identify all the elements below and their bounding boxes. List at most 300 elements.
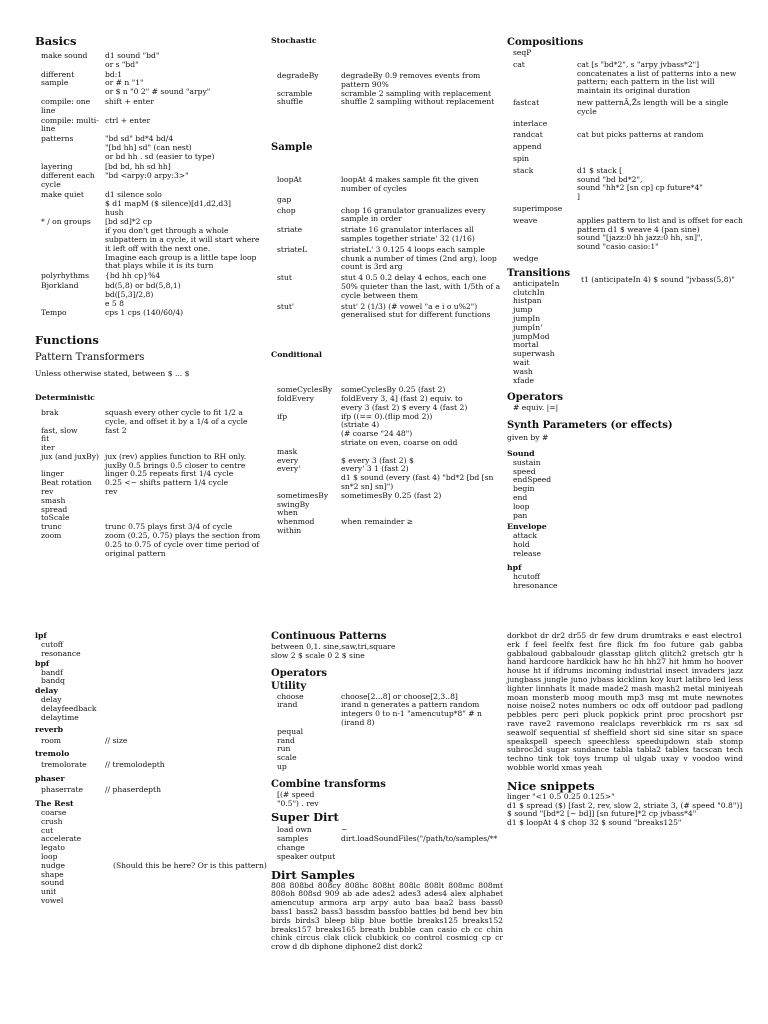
entry-name: spin bbox=[513, 153, 530, 163]
list-item: loop bbox=[513, 501, 530, 511]
entry-description: cat but picks patterns at random bbox=[577, 130, 704, 140]
list-item: bandq bbox=[41, 676, 66, 686]
entry-row bbox=[35, 786, 267, 795]
list-item: speed bbox=[513, 466, 536, 476]
entry-description: striateL' 3 0.125 4 loops each sample chunk a number of times (2nd arg), loop count is 3rd arg bbox=[341, 244, 497, 272]
entry-row bbox=[271, 98, 503, 107]
entry-description: bd:1 or # n "1" or $ n "0 2" # sound "arpy" bbox=[105, 69, 211, 97]
list-item: cutoff bbox=[41, 640, 64, 649]
entry-name: stack bbox=[513, 165, 534, 175]
entry-row bbox=[35, 218, 267, 271]
entry-name: irand bbox=[277, 700, 298, 710]
entry-row bbox=[35, 98, 267, 116]
list-item: superwash bbox=[513, 349, 555, 359]
entry-description: chop 16 granulator granualizes every sample in order bbox=[341, 205, 486, 224]
sound-heading: Sound bbox=[507, 448, 535, 458]
list-item: histpan bbox=[513, 296, 542, 306]
transitions-list bbox=[507, 280, 577, 386]
list-item: sustain bbox=[513, 457, 541, 467]
entry-row bbox=[271, 303, 503, 321]
entry-description: scramble 2 sampling with replacement bbox=[341, 88, 492, 98]
entry-description bbox=[341, 728, 503, 737]
entry-description: choose[2...8] or choose[2,3..8] bbox=[341, 691, 458, 701]
sound-list bbox=[507, 459, 743, 521]
entry-row bbox=[35, 135, 267, 161]
entry-description: {bd hh cp}%4 bbox=[105, 271, 161, 281]
delay-list bbox=[35, 696, 267, 722]
transitions-example: t1 (anticipateIn 4) $ sound "jvbass(5,8)" bbox=[581, 274, 735, 284]
list-item: $ sound "[bd*2 [~ bd]] [sn future]*2 cp jvbass*4" bbox=[507, 809, 697, 819]
lpf-heading: lpf bbox=[35, 631, 47, 640]
entry-description: "bd sd" bd*4 bd/4 "[bd hh] sd" (can nest) or bd hh . sd (easier to type) bbox=[105, 134, 215, 161]
dirt-samples-continued: dorkbot dr dr2 dr55 dr few drum drumtraks e east electro1 erk f feel feelfx fest fire flick fm foo future gab gabba gabbaloud gabbaloudr glasstap glitch glitch2 gretsch gtr h hand hardcore hardkick haw hc hh hh27 hit hmm ho hoover house ht if ifdrums incoming industrial insect invaders jazz jungbass jungle juno jvbass kicklinn koy kurt latibro led less lighter linnhats lt made made2 mash mash2 metal miniyeah moan monsterb moog mouth mp3 msg mt mute newnotes noise noise2 notes numbers oc odx off outdoor pad padlong pebbles perc peri pluck popkick print proc procshort psr rave rave2 ravemono realclaps reverbkick rm rs sax sd seawolf sequential sf sheffield short sid sine sitar sn space speakspell speech speechless speedupdown stab stomp subroc3d sugar sundance tabla tabla2 tablex tacscan tech techno tink tok toys trump ul ulgab uxay v voodoo wind wobble world xmas yeah bbox=[507, 631, 743, 772]
entry-description: d1 $ stack [ sound "bd bd*2", sound "hh*2 [sn cp] cp future*4" ] bbox=[577, 165, 703, 202]
entry-row bbox=[507, 155, 743, 164]
entry-row bbox=[271, 176, 503, 194]
bpf-heading: bpf bbox=[35, 658, 50, 668]
entry-row bbox=[271, 207, 503, 225]
list-item: endSpeed bbox=[513, 475, 552, 485]
entry-name: whenmod bbox=[277, 517, 315, 527]
compositions-heading: Compositions bbox=[507, 37, 584, 48]
entry-name: run bbox=[277, 744, 291, 754]
deterministic-list bbox=[35, 409, 267, 559]
entry-name: different each cycle bbox=[41, 171, 95, 190]
utility-list bbox=[271, 693, 503, 772]
entry-description bbox=[105, 506, 267, 515]
list-item: xfade bbox=[513, 375, 534, 385]
entry-row bbox=[271, 701, 503, 727]
entry-row bbox=[35, 427, 267, 436]
entry-description: foldEvery 3, 4] (fast 2) equiv. to every 3 (fast 2) $ every 4 (fast 2) bbox=[341, 393, 468, 412]
sample-list bbox=[271, 176, 503, 320]
entry-row bbox=[271, 745, 503, 754]
entry-description bbox=[577, 120, 743, 129]
reverb-heading: reverb bbox=[35, 724, 64, 734]
entry-row bbox=[271, 395, 503, 413]
entry-description: // tremolodepth bbox=[105, 760, 165, 770]
list-item: release bbox=[513, 549, 541, 559]
hpf-heading: hpf bbox=[507, 562, 522, 572]
entry-name: every bbox=[277, 455, 299, 465]
list-item: resonance bbox=[41, 648, 81, 658]
entry-row bbox=[35, 163, 267, 172]
effects-column bbox=[35, 631, 267, 906]
list-item: unit bbox=[41, 887, 57, 897]
entry-row bbox=[271, 274, 503, 300]
entry-row bbox=[507, 217, 743, 252]
compositions-column bbox=[507, 36, 743, 590]
entry-row bbox=[35, 71, 267, 97]
entry-row bbox=[35, 479, 267, 488]
synth-params-heading: Synth Parameters (or effects) bbox=[507, 420, 673, 432]
entry-description: someCyclesBy 0.25 (fast 2) bbox=[341, 385, 446, 395]
synth-given-by: given by # bbox=[507, 433, 549, 443]
entry-name: change speaker output bbox=[277, 842, 336, 861]
list-item: wait bbox=[513, 357, 530, 367]
entry-name: choose bbox=[277, 691, 304, 701]
envelope-list bbox=[507, 532, 743, 558]
entry-description: cat [s "bd*2", s "arpy jvbass*2"] concatenates a list of patterns into a new pattern; each pattern in the list will maintain its original duration bbox=[577, 59, 737, 96]
entry-description bbox=[577, 155, 743, 164]
entry-description: striate on even, coarse on odd bbox=[341, 437, 458, 447]
conditional-list bbox=[271, 386, 503, 536]
pattern-transformers-heading: Pattern Transformers bbox=[35, 352, 145, 364]
entry-name: mask bbox=[277, 446, 298, 456]
list-item: hcutoff bbox=[513, 571, 541, 581]
stochastic-list bbox=[271, 72, 503, 107]
entry-name: within bbox=[277, 525, 302, 535]
entry-description bbox=[341, 844, 503, 862]
entry-name: someCyclesBy bbox=[277, 385, 333, 395]
list-item: pan bbox=[513, 510, 528, 520]
entry-description: ~ dirt.loadSoundFiles("/path/to/samples/** bbox=[341, 825, 498, 844]
nice-snippets-list bbox=[507, 793, 743, 828]
entry-description bbox=[341, 754, 503, 763]
list-item: jump bbox=[513, 305, 533, 315]
continuous-line-1: between 0,1. sine,saw,tri,square bbox=[271, 642, 396, 651]
the-rest-list-2 bbox=[35, 871, 267, 906]
entry-row bbox=[271, 196, 503, 205]
entry-name: stut' bbox=[277, 301, 294, 311]
the-rest-list bbox=[35, 809, 267, 862]
entry-name: polyrhythms bbox=[41, 271, 90, 281]
entry-row bbox=[35, 272, 267, 281]
deterministic-heading: Deterministic bbox=[35, 392, 95, 402]
entry-name: Beat rotation bbox=[41, 478, 92, 488]
entry-name: toScale bbox=[41, 513, 70, 523]
entry-row bbox=[507, 49, 743, 58]
entry-description bbox=[577, 205, 743, 214]
entry-description: cps 1 cps (140/60/4) bbox=[105, 308, 184, 318]
entry-description: stut 4 0.5 0.2 delay 4 echos, each one 50% quieter than the last, with 1/5th of a cycle between them bbox=[341, 273, 501, 300]
entry-name: foldEvery bbox=[277, 393, 314, 403]
list-item: legato bbox=[41, 843, 65, 853]
entry-row bbox=[271, 754, 503, 763]
entry-description bbox=[341, 745, 503, 754]
entry-name: every' bbox=[277, 464, 301, 474]
entry-row bbox=[35, 737, 267, 746]
entry-row bbox=[271, 465, 503, 491]
entry-name: pequal bbox=[277, 726, 304, 736]
entry-name: jux (and juxBy) bbox=[41, 451, 99, 461]
entry-description: $ every 3 (fast 2) $ bbox=[341, 455, 414, 465]
entry-name: iter bbox=[41, 443, 55, 453]
entry-name: patterns bbox=[41, 134, 74, 144]
entry-row bbox=[35, 497, 267, 506]
entry-name: up bbox=[277, 761, 287, 771]
entry-name: layering bbox=[41, 161, 73, 171]
entry-name: fast, slow bbox=[41, 425, 78, 435]
entry-name: room bbox=[41, 735, 61, 745]
entry-name: compile: multi-line bbox=[41, 115, 99, 134]
entry-row bbox=[35, 409, 267, 427]
entry-description: fast 2 bbox=[105, 425, 127, 435]
entry-name: Bjorkland bbox=[41, 280, 79, 290]
entry-name: fastcat bbox=[513, 97, 540, 107]
entry-name: striate bbox=[277, 225, 303, 235]
entry-name: loopAt bbox=[277, 175, 302, 185]
functions-heading: Functions bbox=[35, 333, 99, 348]
envelope-heading: Envelope bbox=[507, 522, 547, 532]
list-item: clutchIn bbox=[513, 287, 545, 297]
entry-row bbox=[35, 488, 267, 497]
list-item: anticipateIn bbox=[513, 278, 560, 288]
entry-description: d1 sound "bd" or s "bd" bbox=[105, 51, 160, 69]
continuous-column bbox=[271, 630, 503, 952]
entry-name: degradeBy bbox=[277, 71, 319, 80]
transitions-heading: Transitions bbox=[507, 267, 571, 279]
entry-description: degradeBy 0.9 removes events from pattern 90% bbox=[341, 71, 481, 89]
list-item: jumpMod bbox=[513, 331, 550, 341]
entry-description: applies pattern to list and is offset for each pattern d1 $ weave 4 (pan sine) sound "[jazz:0 hh jazz:0 hh, sn]", sound "casio casio:1" bbox=[577, 215, 743, 252]
entry-description: linger 0.25 repeats first 1/4 cycle bbox=[105, 469, 234, 479]
entry-description: rev bbox=[105, 487, 118, 497]
utility-heading: Utility bbox=[271, 680, 307, 692]
entry-name: make sound bbox=[41, 51, 88, 60]
entry-description: sometimesBy 0.25 (fast 2) bbox=[341, 490, 442, 500]
the-rest-heading: The Rest bbox=[35, 798, 74, 808]
operators-heading-2: Operators bbox=[271, 667, 328, 679]
entry-name: smash bbox=[41, 495, 66, 505]
combine-line-2: "0.5") . rev bbox=[277, 798, 319, 808]
entry-name: striateL bbox=[277, 244, 308, 254]
entry-row bbox=[35, 172, 267, 190]
entry-description bbox=[105, 435, 267, 444]
entry-description: [bd sd]*2 cp if you don't get through a whole subpattern in a cycle, it will start where it left off with the next one. Imagine each group is a little tape loop that plays while it is its turn bbox=[105, 217, 260, 271]
entry-name: load own samples bbox=[277, 825, 312, 844]
entry-row bbox=[271, 844, 503, 862]
superdirt-heading: Super Dirt bbox=[271, 810, 339, 825]
snippets-column bbox=[507, 632, 743, 828]
entry-name: phaserrate bbox=[41, 785, 84, 795]
entry-description bbox=[341, 763, 503, 772]
list-item: linger "<1 0.5 0.25 0.125>" bbox=[507, 791, 615, 801]
list-item: bandf bbox=[41, 667, 63, 677]
entry-name: shuffle bbox=[277, 97, 303, 107]
list-item: jumpIn' bbox=[513, 322, 543, 332]
list-item: shape bbox=[41, 869, 64, 879]
entry-row bbox=[35, 52, 267, 70]
list-item: d1 $ loopAt 4 $ chop 32 $ sound "breaks125" bbox=[507, 818, 682, 828]
phaser-heading: phaser bbox=[35, 774, 65, 784]
entry-row bbox=[507, 205, 743, 214]
entry-description: new patternÃ‚Žs length will be a single cycle bbox=[577, 97, 729, 116]
entry-name: append bbox=[513, 142, 542, 152]
entry-description: striate 16 granulator interlaces all samples together striate' 32 (1/16) bbox=[341, 225, 475, 243]
entry-description: every' 3 1 (fast 2) d1 $ sound (every (fast 4) "bd*2 [bd [sn sn*2 sn] sn]") bbox=[341, 464, 494, 491]
compositions-list bbox=[507, 49, 743, 264]
entry-row bbox=[271, 737, 503, 746]
entry-name: make quiet bbox=[41, 189, 84, 199]
list-item: coarse bbox=[41, 807, 67, 817]
list-item: mortal bbox=[513, 340, 539, 350]
tremolo-heading: tremolo bbox=[35, 749, 70, 759]
entry-row bbox=[271, 763, 503, 772]
entry-description bbox=[105, 497, 267, 506]
list-item: jumpIn bbox=[513, 313, 541, 323]
entry-description bbox=[341, 196, 503, 205]
sample-heading: Sample bbox=[271, 142, 313, 154]
operators-heading: Operators bbox=[507, 392, 564, 404]
continuous-line-2: slow 2 $ scale 0 2 $ sine bbox=[271, 650, 365, 660]
lpf-list bbox=[35, 641, 267, 659]
entry-row bbox=[271, 518, 503, 527]
entry-row bbox=[35, 453, 267, 471]
combine-line-1: [(# speed bbox=[277, 789, 315, 799]
entry-name: different sample bbox=[41, 69, 75, 88]
entry-row bbox=[271, 72, 503, 90]
entry-row bbox=[35, 191, 267, 217]
entry-name: wedge bbox=[513, 253, 539, 263]
functions-note: Unless otherwise stated, between $ ... $ bbox=[35, 369, 190, 379]
delay-heading: delay bbox=[35, 686, 58, 696]
entry-name: cat bbox=[513, 59, 525, 69]
list-item: delay bbox=[41, 695, 62, 705]
entry-description: "bd <arpy:0 arpy:3>" bbox=[105, 171, 189, 181]
entry-description: shift + enter bbox=[105, 96, 154, 106]
entry-description bbox=[577, 49, 743, 58]
entry-row bbox=[271, 527, 503, 536]
entry-name: chop bbox=[277, 205, 296, 215]
list-item: delaytime bbox=[41, 712, 79, 722]
entry-description: // size bbox=[105, 735, 128, 745]
list-item: end bbox=[513, 493, 528, 503]
list-item: accelerate bbox=[41, 834, 82, 844]
entry-row bbox=[507, 120, 743, 129]
entry-name: brak bbox=[41, 407, 59, 417]
basics-column bbox=[35, 34, 267, 558]
list-item: loop bbox=[41, 851, 58, 861]
entry-name: zoom bbox=[41, 531, 62, 541]
entry-name: randcat bbox=[513, 130, 543, 140]
stochastic-column bbox=[271, 36, 503, 536]
entry-row bbox=[507, 255, 743, 264]
entry-name: interlace bbox=[513, 118, 548, 128]
entry-name: ifp bbox=[277, 411, 288, 421]
entry-description: when remainder ≥ bbox=[341, 517, 414, 527]
entry-row bbox=[507, 61, 743, 96]
entry-name: Tempo bbox=[41, 308, 67, 318]
entry-description bbox=[341, 527, 503, 536]
entry-name: trunc bbox=[41, 522, 62, 532]
reverb-list bbox=[35, 737, 267, 746]
dirt-samples-heading: Dirt Samples bbox=[271, 867, 355, 882]
entry-description bbox=[577, 143, 743, 152]
entry-row bbox=[271, 226, 503, 244]
entry-row bbox=[271, 826, 503, 844]
entry-name: scramble bbox=[277, 88, 313, 98]
nudge-key: nudge bbox=[41, 860, 65, 870]
entry-description: // phaserdepth bbox=[105, 785, 161, 795]
list-item: delayfeedback bbox=[41, 703, 97, 713]
entry-description: ctrl + enter bbox=[105, 115, 151, 125]
entry-row bbox=[507, 143, 743, 152]
entry-name: rand bbox=[277, 735, 295, 745]
operators-text: # equiv. |=| bbox=[513, 403, 559, 413]
entry-description: 0.25 <~ shifts pattern 1/4 cycle bbox=[105, 478, 229, 488]
entry-name: weave bbox=[513, 215, 538, 225]
entry-row bbox=[271, 439, 503, 448]
list-item: wash bbox=[513, 366, 533, 376]
entry-row bbox=[507, 99, 743, 117]
entry-description: squash every other cycle to fit 1/2 a cycle, and offset it by a 1/4 of a cycle bbox=[105, 407, 248, 426]
list-item: hresonance bbox=[513, 580, 558, 590]
entry-description: jux (rev) applies function to RH only. juxBy 0.5 brings 0.5 closer to centre bbox=[105, 451, 247, 470]
entry-name: spread bbox=[41, 504, 68, 514]
basics-list bbox=[35, 52, 267, 318]
entry-description: zoom (0.25, 0.75) plays the section from 0.25 to 0.75 of cycle over time period of original pattern bbox=[105, 531, 261, 558]
hpf-list bbox=[507, 573, 743, 591]
entry-row bbox=[35, 117, 267, 135]
list-item: sound bbox=[41, 878, 65, 888]
list-item: cut bbox=[41, 825, 54, 835]
entry-row bbox=[271, 501, 503, 510]
list-item: d1 $ spread ($) [fast 2, rev, slow 2, striate 3, (# speed "0.8")] bbox=[507, 800, 743, 810]
entry-name: rev bbox=[41, 487, 54, 497]
entry-row bbox=[507, 131, 743, 140]
nudge-row bbox=[35, 862, 267, 871]
list-item: attack bbox=[513, 531, 538, 541]
entry-name: gap bbox=[277, 194, 292, 204]
entry-name: stut bbox=[277, 273, 292, 283]
entry-description: loopAt 4 makes sample fit the given number of cycles bbox=[341, 175, 479, 193]
entry-description: bd(5,8) or bd(5,8,1) bd([5,3]/2,8) e 5 8 bbox=[105, 280, 181, 308]
entry-description: irand n generates a pattern random integers 0 to n-1 "amencutup*8" # n (irand 8) bbox=[341, 700, 482, 727]
entry-row bbox=[271, 728, 503, 737]
nice-snippets-heading: Nice snippets bbox=[507, 778, 595, 793]
entry-description: [bd bd, hh sd hh] bbox=[105, 161, 171, 171]
entry-description bbox=[577, 255, 743, 264]
entry-name: scale bbox=[277, 753, 297, 763]
entry-name: fit bbox=[41, 434, 50, 444]
list-item: hold bbox=[513, 540, 530, 550]
entry-name: tremolorate bbox=[41, 760, 87, 770]
list-item: vowel bbox=[41, 895, 64, 905]
nudge-note: (Should this be here? Or is this pattern) bbox=[113, 860, 267, 870]
entry-row bbox=[35, 532, 267, 558]
entry-description: stut' 2 (1/3) (# vowel "a e i o u%2") generalised stut for different functions bbox=[341, 301, 491, 320]
entry-row bbox=[271, 246, 503, 272]
entry-row bbox=[35, 761, 267, 770]
continuous-heading: Continuous Patterns bbox=[271, 631, 387, 642]
entry-description: ifp ((== 0).(flip mod 2)) (striate 4) (# coarse "24 48") bbox=[341, 411, 433, 439]
entry-name: swingBy bbox=[277, 499, 310, 509]
list-item: crush bbox=[41, 816, 63, 826]
entry-name: superimpose bbox=[513, 203, 563, 213]
entry-description: d1 silence solo $ d1 mapM ($ silence)[d1,d2,d3] hush bbox=[105, 189, 232, 217]
bpf-list bbox=[35, 669, 267, 687]
dirt-samples-text: 808 808bd 808cy 808hc 808ht 808lc 808lt 808mc 808mt 808oh 808sd 909 ab ade ades2 ades3 ades4 alex alphabet amencutup armora arp arpy auto baa baa2 bass bass0 bass1 bass2 bass3 bassdm bassfoo battles bd bend bev bin birds birds3 bleep blip blue bottle breaks125 breaks152 breaks157 breaks165 breath bubble can casio cb cc chin chink circus clak click clubkick co control cosmicg cp cr crow d db diphone diphone2 dist dork2 bbox=[271, 880, 503, 952]
entry-description bbox=[341, 501, 503, 510]
entry-row bbox=[507, 167, 743, 202]
stochastic-heading: Stochastic bbox=[271, 36, 317, 45]
entry-row bbox=[271, 413, 503, 439]
phaser-list bbox=[35, 786, 267, 795]
entry-name: * / on groups bbox=[41, 217, 91, 227]
list-item: begin bbox=[513, 484, 535, 494]
entry-name: linger bbox=[41, 469, 64, 479]
entry-name: compile: one line bbox=[41, 96, 91, 115]
entry-row bbox=[35, 309, 267, 318]
entry-name: when bbox=[277, 508, 298, 518]
entry-description: shuffle 2 sampling without replacement bbox=[341, 97, 495, 107]
tremolo-list bbox=[35, 761, 267, 770]
superdirt-list bbox=[271, 826, 503, 861]
entry-description: trunc 0.75 plays first 3/4 of cycle bbox=[105, 522, 233, 532]
entry-name: seqP bbox=[513, 48, 532, 57]
basics-heading: Basics bbox=[35, 34, 77, 48]
